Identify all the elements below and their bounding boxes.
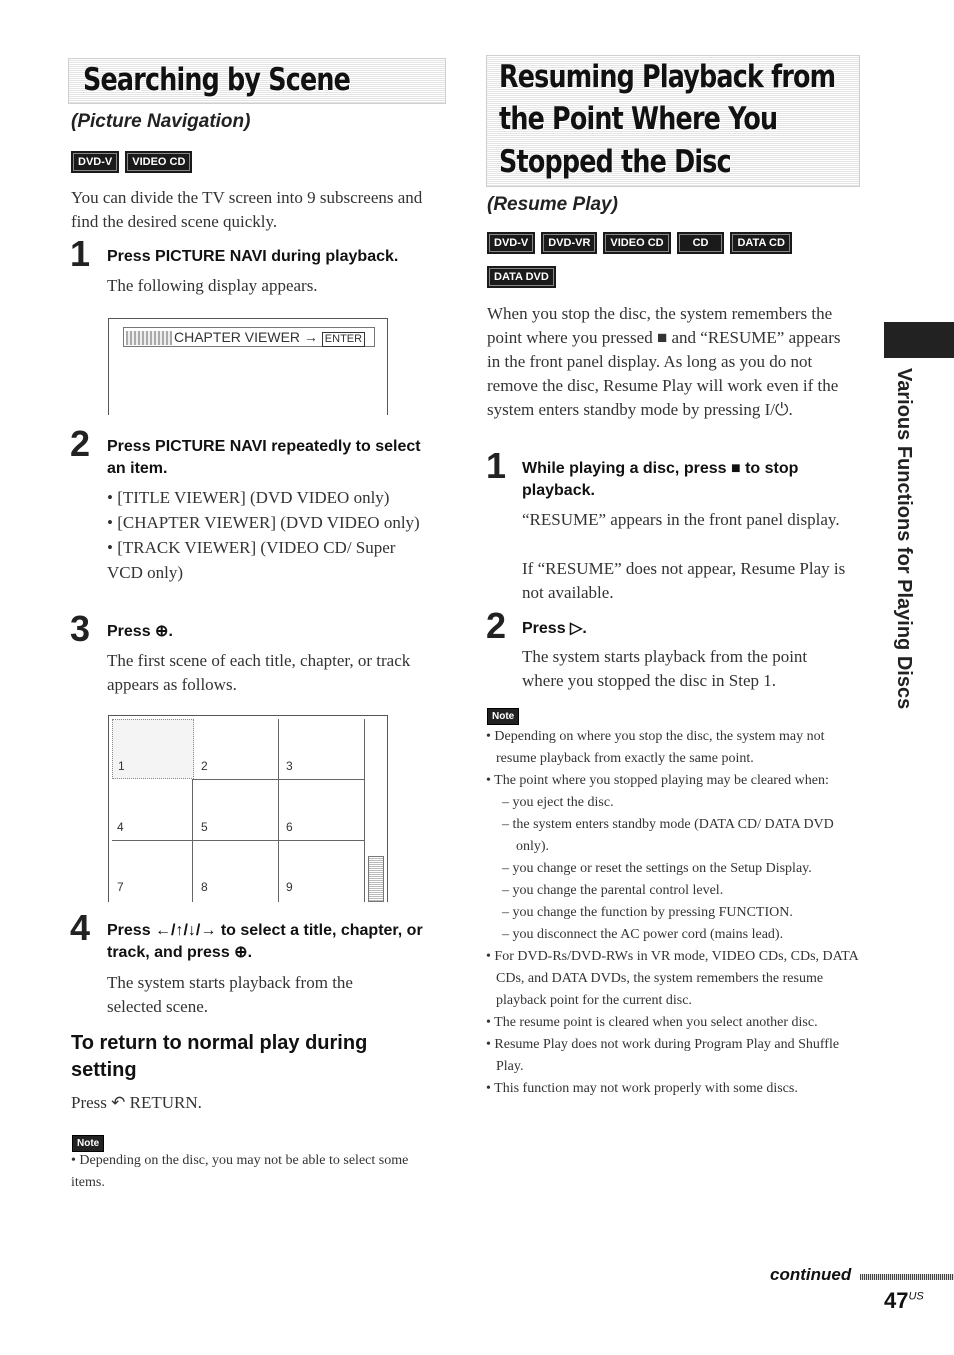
badge-video-cd: VIDEO CD (125, 151, 192, 173)
right-notes (486, 726, 858, 1100)
right-title-banner (486, 55, 860, 187)
badge-cd: CD (677, 232, 725, 254)
grid-number-6: 6 (286, 820, 293, 834)
note-subitem: – you eject the disc. (502, 795, 614, 810)
resume-step-1-number: 1 (486, 445, 507, 486)
badge-data-dvd: DATA DVD (487, 266, 556, 288)
right-note-badge-wrap (487, 706, 519, 725)
page-number-value: 47 (884, 1288, 909, 1313)
right-note-badge: Note (487, 708, 519, 725)
section-tab-label: Various Functions for Playing Discs (893, 368, 915, 710)
section-tab (884, 322, 954, 358)
right-intro: When you stop the disc, the system remembers the point where you pressed ■ and “RESUME” appears in the front panel display. As long as you do not remove the disc, Resume Play will work even if the system enters standby mode by pressing I/⏻. (487, 304, 841, 419)
osd-enter-button: ENTER (322, 332, 365, 347)
grid-number-9: 9 (286, 880, 293, 894)
resume-step-1-text-2: If “RESUME” does not appear, Resume Play is not available. (522, 559, 846, 602)
badge-dvd-vr: DVD-VR (541, 232, 597, 254)
osd-header (123, 327, 375, 347)
badge-dvd-v: DVD-V (71, 151, 119, 173)
grid-vline-3 (364, 719, 365, 902)
page-number-suffix: US (908, 1290, 924, 1303)
resume-step-1-text: “RESUME” appears in the front panel display. (522, 510, 840, 529)
resume-step-2-text: The system starts playback from the point where you stopped the disc in Step 1. (522, 647, 808, 690)
step-1-heading: Press PICTURE NAVI during playback. (107, 248, 399, 265)
step-4-heading: Press ←/↑/↓/→ to select a title, chapter, or track, and press ⊕. (107, 922, 423, 961)
step-4-text: The system starts playback from the selected scene. (107, 973, 353, 1016)
resume-step-2-heading: Press ▷. (522, 620, 587, 637)
bullet-chapter-viewer: • [CHAPTER VIEWER] (DVD VIDEO only) (107, 513, 420, 532)
resume-step-2-number: 2 (486, 605, 507, 646)
step-1-text: The following display appears. (107, 276, 318, 295)
left-title: Searching by Scene (83, 62, 351, 98)
left-title-banner (68, 58, 446, 104)
note-item: • This function may not work properly with some discs. (486, 1081, 798, 1096)
return-section-title: To return to normal play during setting (71, 1032, 368, 1081)
badge-data-cd: DATA CD (730, 232, 791, 254)
note-subitem: – you change the parental control level. (502, 883, 724, 898)
grid-number-1: 1 (118, 759, 125, 773)
grid-hline-1 (193, 779, 365, 780)
left-intro: You can divide the TV screen into 9 subscreens and find the desired scene quickly. (71, 188, 423, 231)
step-1-number: 1 (70, 233, 91, 274)
badge-video-cd: VIDEO CD (603, 232, 670, 254)
viewer-bullets (107, 485, 447, 585)
scene-grid (108, 715, 388, 902)
left-note-text: • Depending on the disc, you may not be able to select some items. (71, 1153, 409, 1190)
left-badges (71, 151, 198, 173)
return-section-text: Press ↶ RETURN. (71, 1093, 202, 1112)
osd-icon (126, 331, 172, 345)
resume-step-1-heading: While playing a disc, press ■ to stop playback. (522, 460, 799, 499)
grid-number-5: 5 (201, 820, 208, 834)
right-subtitle: (Resume Play) (487, 194, 618, 215)
note-subitem: – the system enters standby mode (DATA CD/ DATA DVD only). (502, 817, 834, 854)
osd-chapter-viewer-box (108, 318, 388, 415)
note-item: • For DVD-Rs/DVD-RWs in VR mode, VIDEO CDs, CDs, DATA CDs, and DATA DVDs, the system remembers the resume playback point for the current disc. (486, 949, 858, 1008)
note-item: • Depending on where you stop the disc, the system may not resume playback from exactly the same point. (486, 729, 825, 766)
page-number (884, 1288, 924, 1314)
grid-hline-2 (112, 840, 365, 841)
grid-number-8: 8 (201, 880, 208, 894)
grid-vline-2 (278, 719, 279, 902)
bullet-title-viewer: • [TITLE VIEWER] (DVD VIDEO only) (107, 488, 390, 507)
note-item: • The point where you stopped playing may be cleared when: (486, 773, 829, 788)
right-title-line-2: the Point Where You (499, 101, 778, 137)
note-item: • The resume point is cleared when you select another disc. (486, 1015, 818, 1030)
grid-number-3: 3 (286, 759, 293, 773)
bullet-track-viewer: • [TRACK VIEWER] (VIDEO CD/ Super VCD only) (107, 538, 396, 582)
step-3-text: The first scene of each title, chapter, or track appears as follows. (107, 651, 411, 694)
step-2-number: 2 (70, 423, 91, 464)
right-title-line-3: Stopped the Disc (499, 144, 731, 180)
grid-number-7: 7 (117, 880, 124, 894)
left-note-badge: Note (72, 1135, 104, 1152)
continued-rule (860, 1274, 954, 1280)
grid-number-2: 2 (201, 759, 208, 773)
right-badges-row-2 (487, 266, 562, 288)
step-4-number: 4 (70, 907, 91, 948)
step-3-heading: Press ⊕. (107, 623, 173, 640)
step-3-number: 3 (70, 608, 91, 649)
right-title-line-1: Resuming Playback from (499, 59, 836, 95)
badge-dvd-v: DVD-V (487, 232, 535, 254)
grid-number-4: 4 (117, 820, 124, 834)
continued-label: continued (770, 1265, 852, 1284)
step-2-heading: Press PICTURE NAVI repeatedly to select an item. (107, 438, 421, 477)
note-subitem: – you change or reset the settings on the Setup Display. (502, 861, 812, 876)
note-item: • Resume Play does not work during Program Play and Shuffle Play. (486, 1037, 840, 1074)
osd-label: CHAPTER VIEWER → (174, 329, 318, 345)
note-subitem: – you disconnect the AC power cord (mains lead). (502, 927, 784, 942)
left-subtitle: (Picture Navigation) (71, 111, 251, 132)
note-subitem: – you change the function by pressing FUNCTION. (502, 905, 793, 920)
grid-scrollbar (368, 856, 384, 902)
right-badges (487, 232, 847, 254)
